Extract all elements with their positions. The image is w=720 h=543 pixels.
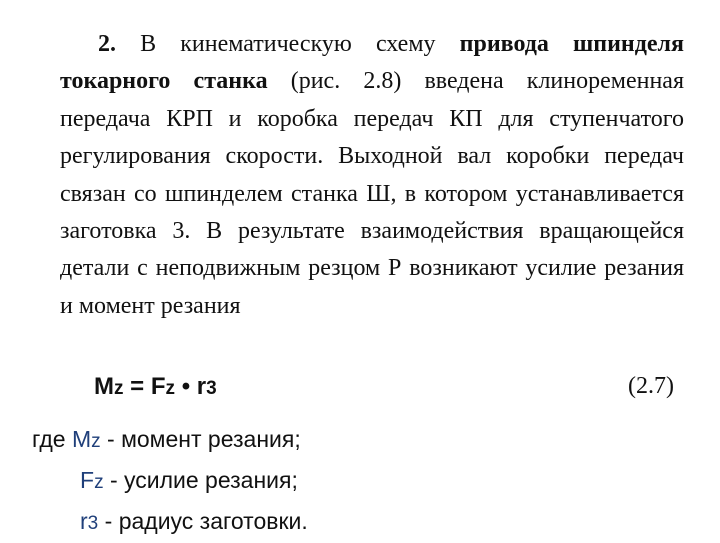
formula-equals: = bbox=[123, 373, 151, 400]
definition-symbol bbox=[80, 508, 98, 534]
definition-text: - момент резания; bbox=[100, 426, 301, 452]
definition-symbol bbox=[80, 467, 104, 493]
formula-radius-symbol: r bbox=[196, 373, 207, 400]
formula bbox=[94, 373, 217, 401]
paragraph-first-line bbox=[60, 31, 460, 57]
definition-symbol-letter: M bbox=[71, 426, 92, 452]
main-paragraph bbox=[60, 26, 684, 325]
definition-text: - радиус заготовки. bbox=[98, 508, 308, 534]
formula-force-symbol: F bbox=[150, 373, 166, 400]
formula-moment-subscript: z bbox=[114, 378, 124, 399]
definitions-list bbox=[32, 420, 308, 543]
definition-symbol-letter: r bbox=[80, 508, 88, 534]
formula-row bbox=[94, 373, 684, 405]
definition-lead: где bbox=[32, 426, 72, 452]
definition-symbol-subscript: 3 bbox=[87, 513, 99, 534]
equation-number: (2.7) bbox=[628, 373, 674, 399]
formula-multiply-dot: • bbox=[175, 373, 197, 400]
definition-symbol-subscript: z bbox=[91, 431, 101, 452]
definition-symbol-letter: F bbox=[80, 467, 95, 493]
definition-symbol-subscript: z bbox=[94, 472, 104, 493]
paragraph-bold-term: привода шпинделя токарного станка bbox=[60, 31, 684, 95]
definition-row-force bbox=[32, 461, 308, 502]
definition-row-moment bbox=[32, 420, 308, 461]
formula-moment-symbol: M bbox=[94, 373, 114, 400]
paragraph-number: 2. bbox=[98, 31, 116, 57]
definition-text: - усилие резания; bbox=[103, 467, 298, 493]
definition-symbol bbox=[72, 426, 101, 452]
formula-radius-subscript: 3 bbox=[206, 378, 217, 399]
definition-row-radius bbox=[32, 502, 308, 543]
paragraph-text-rest: (рис. 2.8) введена клиноременная передача КРП и коробка передач КП для ступенчатого регулирования скорости. Выходной вал коробки передач связан со шпинделем станка Ш, в котором устанавливается заготовка 3. В результате взаимодействия вращающейся детали с неподвижным резцом Р возникают усилие резания и момент резания bbox=[60, 68, 684, 319]
formula-force-subscript: z bbox=[165, 378, 176, 399]
paragraph-text-start: В кинематическую схему bbox=[116, 31, 460, 57]
